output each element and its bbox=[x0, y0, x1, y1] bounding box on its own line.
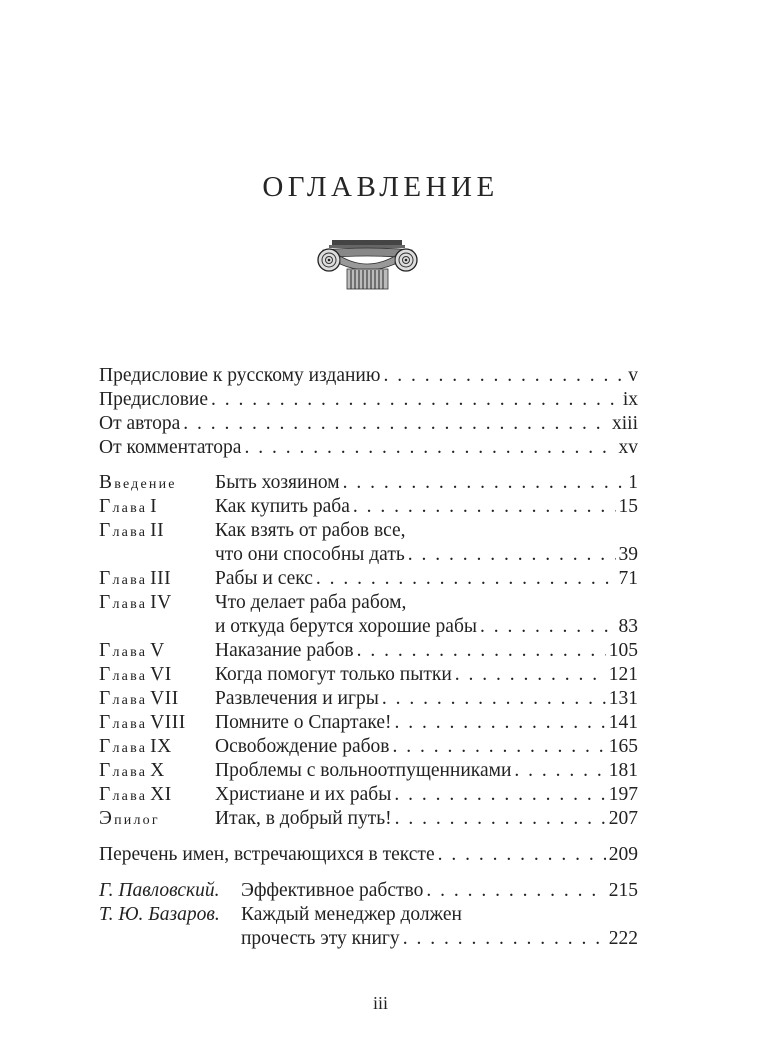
entry-title-cont: что они способны дать bbox=[215, 544, 405, 565]
toc-chapter-3[interactable] bbox=[99, 567, 638, 591]
chapter-label: Эпилог bbox=[99, 808, 160, 829]
chapter-label: Глава VII bbox=[99, 688, 179, 709]
dot-leader bbox=[426, 879, 605, 903]
chapter-label: Глава I bbox=[99, 496, 158, 517]
dot-leader bbox=[211, 388, 620, 412]
dot-leader bbox=[392, 735, 605, 759]
entry-page: 105 bbox=[608, 640, 638, 661]
dot-leader bbox=[394, 783, 605, 807]
entry-title: Когда помогут только пытки bbox=[215, 664, 452, 685]
dot-leader bbox=[395, 807, 606, 831]
entry-page: xv bbox=[618, 437, 638, 458]
toc-chapter-intro[interactable] bbox=[99, 471, 638, 495]
chapter-label: Глава III bbox=[99, 568, 172, 589]
chapter-label: Глава VI bbox=[99, 664, 172, 685]
chapter-label: Введение bbox=[99, 472, 177, 493]
entry-page: 131 bbox=[608, 688, 638, 709]
entry-page: xiii bbox=[611, 413, 638, 434]
toc-index-entry[interactable] bbox=[99, 843, 638, 867]
entry-title: Христиане и их рабы bbox=[215, 784, 392, 805]
chapter-label: Глава II bbox=[99, 520, 165, 541]
entry-page: 39 bbox=[618, 544, 638, 565]
entry-title: Развлечения и игры bbox=[215, 688, 379, 709]
dot-leader bbox=[343, 471, 626, 495]
toc-chapter-4-cont[interactable] bbox=[99, 615, 638, 639]
entry-title: Наказание рабов bbox=[215, 640, 354, 661]
entry-page: 141 bbox=[608, 712, 638, 733]
entry-page: 215 bbox=[608, 880, 638, 901]
toc-afterword-1[interactable] bbox=[99, 879, 638, 903]
entry-title: Помните о Спартаке! bbox=[215, 712, 392, 733]
entry-title: Освобождение рабов bbox=[215, 736, 390, 757]
entry-page: 222 bbox=[608, 928, 638, 949]
entry-title: Рабы и секс bbox=[215, 568, 313, 589]
toc-chapter-9[interactable] bbox=[99, 735, 638, 759]
entry-title: Как взять от рабов все, bbox=[215, 520, 406, 541]
toc-chapter-8[interactable] bbox=[99, 711, 638, 735]
dot-leader bbox=[353, 495, 616, 519]
dot-leader bbox=[316, 567, 616, 591]
dot-leader bbox=[408, 543, 616, 567]
entry-page: 165 bbox=[608, 736, 638, 757]
entry-page: 71 bbox=[618, 568, 638, 589]
page-title: ОГЛАВЛЕНИЕ bbox=[262, 171, 499, 203]
toc-afterword-2[interactable] bbox=[99, 903, 638, 927]
entry-page: 15 bbox=[618, 496, 638, 517]
toc-chapter-2[interactable] bbox=[99, 519, 638, 543]
toc-chapter-7[interactable] bbox=[99, 687, 638, 711]
chapter-label: Глава IV bbox=[99, 592, 172, 613]
chapter-label: Глава VIII bbox=[99, 712, 186, 733]
entry-title: Как купить раба bbox=[215, 496, 350, 517]
entry-page: 207 bbox=[608, 808, 638, 829]
entry-page: 181 bbox=[608, 760, 638, 781]
dot-leader bbox=[438, 843, 606, 867]
chapter-label: Глава V bbox=[99, 640, 165, 661]
toc-chapter-5[interactable] bbox=[99, 639, 638, 663]
entry-title: Предисловие bbox=[99, 389, 209, 410]
author-name: Г. Павловский. bbox=[99, 880, 220, 901]
entry-title-cont: прочесть эту книгу bbox=[241, 928, 400, 949]
dot-leader bbox=[383, 364, 625, 388]
toc-chapter-11[interactable] bbox=[99, 783, 638, 807]
toc-entry[interactable] bbox=[99, 388, 638, 412]
dot-leader bbox=[395, 711, 606, 735]
toc-entry[interactable] bbox=[99, 364, 638, 388]
entry-page: ix bbox=[622, 389, 638, 410]
entry-title: Проблемы с вольноотпущенниками bbox=[215, 760, 512, 781]
entry-title: Предисловие к русскому изданию bbox=[99, 365, 381, 386]
entry-title: От автора bbox=[99, 413, 181, 434]
entry-title: Что делает раба рабом, bbox=[215, 592, 407, 613]
dot-leader bbox=[514, 759, 605, 783]
dot-leader bbox=[183, 412, 609, 436]
toc-chapter-epilogue[interactable] bbox=[99, 807, 638, 831]
entry-page: 1 bbox=[628, 472, 638, 493]
dot-leader bbox=[403, 927, 606, 951]
entry-title: Каждый менеджер должен bbox=[241, 904, 462, 925]
entry-page: 121 bbox=[608, 664, 638, 685]
chapter-label: Глава IX bbox=[99, 736, 172, 757]
entry-page: 197 bbox=[608, 784, 638, 805]
page-number: iii bbox=[372, 993, 388, 1013]
toc-entry[interactable] bbox=[99, 412, 638, 436]
dot-leader bbox=[480, 615, 616, 639]
toc-afterword-2-cont[interactable] bbox=[99, 927, 638, 951]
dot-leader bbox=[357, 639, 606, 663]
toc-chapter-6[interactable] bbox=[99, 663, 638, 687]
dot-leader bbox=[244, 436, 615, 460]
entry-title: Перечень имен, встречающихся в тексте bbox=[99, 844, 435, 865]
toc-chapter-4[interactable] bbox=[99, 591, 638, 615]
toc-chapter-2-cont[interactable] bbox=[99, 543, 638, 567]
entry-title: От комментатора bbox=[99, 437, 242, 458]
entry-title: Быть хозяином bbox=[215, 472, 340, 493]
toc-chapter-1[interactable] bbox=[99, 495, 638, 519]
ionic-capital-icon bbox=[315, 238, 420, 290]
entry-page: 209 bbox=[608, 844, 638, 865]
chapter-label: Глава X bbox=[99, 760, 165, 781]
chapter-label: Глава XI bbox=[99, 784, 172, 805]
toc-entry[interactable] bbox=[99, 436, 638, 460]
entry-title-cont: и откуда берутся хорошие рабы bbox=[215, 616, 477, 637]
dot-leader bbox=[382, 687, 606, 711]
toc-chapter-10[interactable] bbox=[99, 759, 638, 783]
author-name: Т. Ю. Базаров. bbox=[99, 904, 220, 925]
entry-title: Итак, в добрый путь! bbox=[215, 808, 392, 829]
entry-title: Эффективное рабство bbox=[241, 880, 424, 901]
entry-page: 83 bbox=[618, 616, 638, 637]
dot-leader bbox=[455, 663, 606, 687]
entry-page: v bbox=[628, 365, 638, 386]
